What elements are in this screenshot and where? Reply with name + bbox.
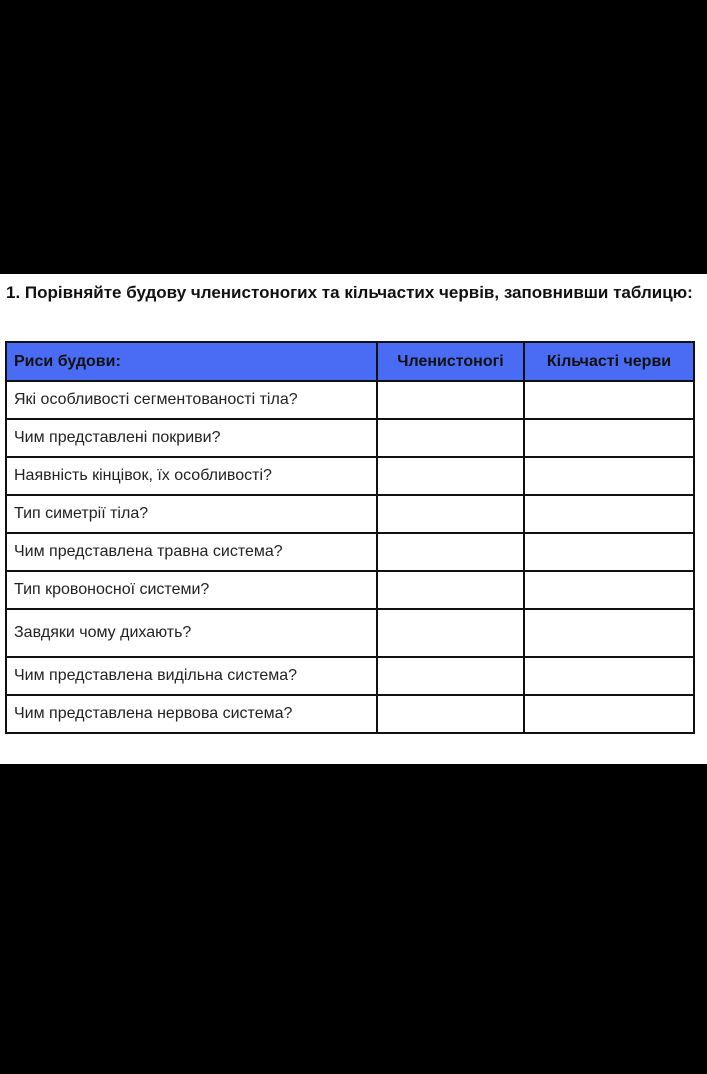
header-features: Риси будови: [6,342,377,381]
answer-cell-arthropods[interactable] [377,457,524,495]
answer-cell-annelids[interactable] [524,381,694,419]
answer-cell-annelids[interactable] [524,609,694,657]
row-label: Наявність кінцівок, їх особливості? [6,457,377,495]
answer-cell-arthropods[interactable] [377,381,524,419]
answer-cell-annelids[interactable] [524,495,694,533]
row-label: Чим представлена видільна система? [6,657,377,695]
answer-cell-annelids[interactable] [524,695,694,733]
worksheet [0,274,707,764]
answer-cell-arthropods[interactable] [377,695,524,733]
row-label: Тип симетрії тіла? [6,495,377,533]
header-arthropods: Членистоногі [377,342,524,381]
answer-cell-arthropods[interactable] [377,419,524,457]
task-title: 1. Порівняйте будову членистоногих та кільчастих червів, заповнивши таблицю: [6,283,693,302]
table-row [6,657,694,695]
row-label: Тип кровоносної системи? [6,571,377,609]
table-row [6,381,694,419]
comparison-table [5,341,695,734]
answer-cell-arthropods[interactable] [377,657,524,695]
answer-cell-annelids[interactable] [524,571,694,609]
table-row [6,419,694,457]
table-row [6,457,694,495]
answer-cell-annelids[interactable] [524,533,694,571]
table-header-row [6,342,694,381]
header-annelids: Кільчасті черви [524,342,694,381]
table-row [6,609,694,657]
table-row [6,571,694,609]
table-row [6,495,694,533]
answer-cell-arthropods[interactable] [377,495,524,533]
answer-cell-annelids[interactable] [524,419,694,457]
answer-cell-arthropods[interactable] [377,609,524,657]
row-label: Які особливості сегментованості тіла? [6,381,377,419]
row-label: Чим представлена травна система? [6,533,377,571]
answer-cell-arthropods[interactable] [377,533,524,571]
row-label: Завдяки чому дихають? [6,609,377,657]
row-label: Чим представлена нервова система? [6,695,377,733]
answer-cell-arthropods[interactable] [377,571,524,609]
table-row [6,695,694,733]
row-label: Чим представлені покриви? [6,419,377,457]
answer-cell-annelids[interactable] [524,457,694,495]
table-row [6,533,694,571]
answer-cell-annelids[interactable] [524,657,694,695]
